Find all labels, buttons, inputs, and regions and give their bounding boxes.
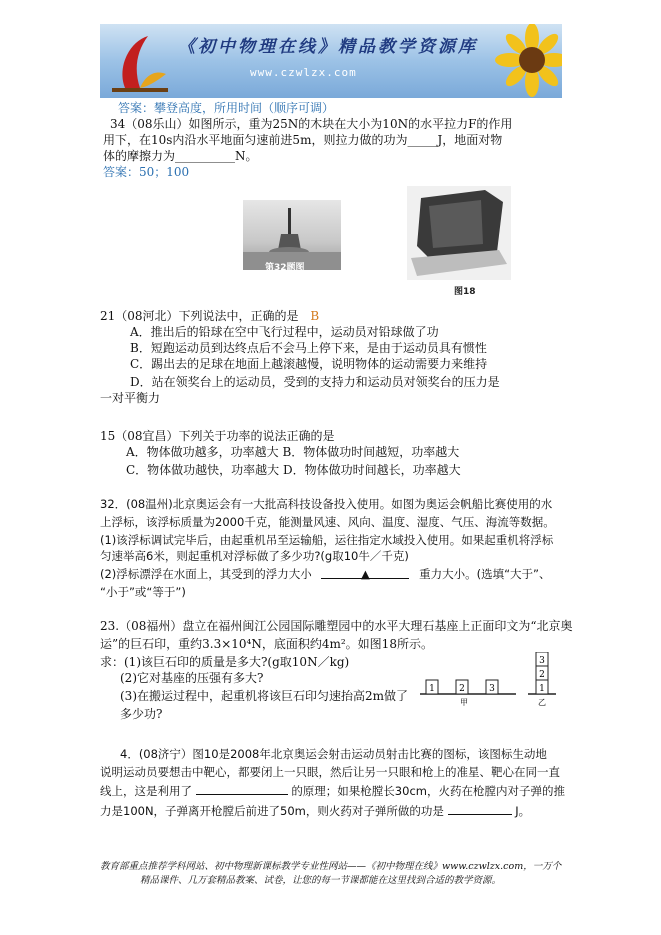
question-23-line-4: (2)它对基座的压强有多大? [120, 671, 264, 685]
question-32-line-4: 匀速举高6米，则起重机对浮标做了多少功?(g取10牛／千克) [100, 549, 409, 563]
option-b: B．短跑运动员到达终点后不会马上停下来，是由于运动员具有惯性 [130, 341, 487, 355]
block-label: 1 [539, 684, 545, 694]
answer-blank-2 [196, 782, 288, 795]
blocks-caption-b: 乙 [538, 698, 546, 706]
banner-url: www.czwlzx.com [250, 66, 357, 79]
option-d-cont: 一对平衡力 [100, 391, 161, 405]
question-34-line-1: 34（08乐山）如图所示，重为25N的木块在大小为10N的水平拉力F的作用 [110, 117, 513, 131]
blank-marker: ▲ [361, 567, 370, 581]
block-label: 3 [489, 684, 495, 694]
option-c: C．踢出去的足球在地面上越滚越慢，说明物体的运动需要力来维持 [130, 357, 488, 371]
block-label: 2 [459, 684, 465, 694]
question-21-answer: B [310, 309, 320, 323]
fig18-caption: 图18 [454, 287, 476, 297]
question-32-line-6: “小于”或“等于”) [100, 585, 186, 599]
sunflower-icon [484, 24, 562, 98]
question-23-line-5: (3)在搬运过程中，起重机将该巨石印匀速抬高2m做了 [120, 689, 409, 703]
fig32-caption: 第32题图 [265, 263, 305, 273]
option-a: A．推出后的铅球在空中飞行过程中，运动员对铅球做了功 [130, 325, 439, 339]
block-label: 3 [539, 656, 545, 666]
question-23-line-2: 运”的巨石印，重约3.3×10⁴N，底面积约4m²。如图18所示。 [100, 637, 433, 651]
question-15-options-cd: C．物体做功越快，功率越大 D．物体做功时间越长，功率越大 [126, 463, 461, 477]
answer-line-2: 答案：50；100 [103, 165, 190, 179]
question-23-line-3: 求：(1)该巨石印的质量是多大?(g取10N／kg) [100, 655, 350, 669]
blocks-caption-a: 甲 [460, 698, 468, 706]
site-logo-icon [106, 30, 170, 94]
question-4-line-1: 4．(08济宁）图10是2008年北京奥运会射击运动员射击比赛的图标，该图标生动地 [120, 747, 547, 761]
header-banner [100, 24, 562, 98]
question-32-part2-choices: 重力大小。(选填“大于”、 [419, 567, 551, 581]
question-4-unit: J。 [515, 804, 531, 818]
question-34-line-3: 体的摩擦力为__________N。 [103, 149, 258, 163]
question-21-title [100, 308, 319, 324]
block-label: 2 [539, 670, 545, 680]
question-32-line-2: 上浮标，该浮标质量为2000千克，能测量风速、风向、温度、湿度、气压、海流等数据。 [100, 515, 555, 529]
question-34-line-2: 用下，在10s内沿水平地面匀速前进5m，则拉力做的功为_____J，地面对物 [103, 133, 503, 147]
footer-line-1: 教育部重点推荐学科网站、初中物理新课标教学专业性网站——《初中物理在线》www.czwlzx.com，一万个 [100, 861, 562, 872]
block-label: 1 [429, 684, 435, 694]
question-23-line-6: 多少功? [120, 707, 163, 721]
question-4-text-a: 线上，这是利用了 [100, 784, 192, 798]
question-15-title: 15（08宜昌）下列关于功率的说法正确的是 [100, 429, 335, 443]
answer-blank-3 [448, 802, 512, 815]
question-32-line-1: 32．(08温州)北京奥运会有一大批高科技设备投入使用。如图为奥运会帆船比赛使用的水 [100, 497, 553, 511]
question-32-line-5 [100, 566, 551, 582]
question-4-line-3 [100, 782, 565, 799]
question-32-part2-text: (2)浮标漂浮在水面上，其受到的浮力大小 [100, 567, 312, 581]
footer-line-2: 精品课件、几万套精品教案、试卷，让您的每一节课都能在这里找到合适的教学资源。 [140, 875, 502, 886]
question-23-line-1: 23.（08福州）盘立在福州闽江公园国际雕塑园中的水平大理石基座上正面印文为“北京奥 [100, 619, 573, 633]
banner-title: 《初中物理在线》精品教学资源库 [178, 37, 478, 57]
answer-blank-1 [321, 566, 409, 579]
blocks-figure [420, 652, 560, 706]
stone-seal-icon [407, 186, 511, 280]
question-4-text-b: 的原理；如果枪膛长30cm，火药在枪膛内对子弹的推 [291, 784, 565, 798]
question-4-line-2: 说明运动员要想击中靶心，都要闭上一只眼，然后让另一只眼和枪上的准星、靶心在同一直 [100, 765, 560, 779]
question-21-text: 21（08河北）下列说法中，正确的是 [100, 309, 299, 323]
question-4-text-c: 力是100N，子弹离开枪膛后前进了50m，则火药对子弹所做的功是 [100, 804, 444, 818]
question-32-line-3: (1)该浮标调试完毕后，由起重机吊至运输船，运往指定水域投入使用。如果起重机将浮标 [100, 533, 554, 547]
question-4-line-4 [100, 802, 530, 819]
stone-seal-photo [407, 186, 511, 280]
answer-line-1: 答案：攀登高度，所用时间（顺序可调） [118, 101, 335, 115]
question-15-options-ab: A．物体做功越多，功率越大 B．物体做功时间越短，功率越大 [126, 445, 460, 459]
option-d: D．站在领奖台上的运动员，受到的支持力和运动员对领奖台的压力是 [130, 375, 500, 389]
